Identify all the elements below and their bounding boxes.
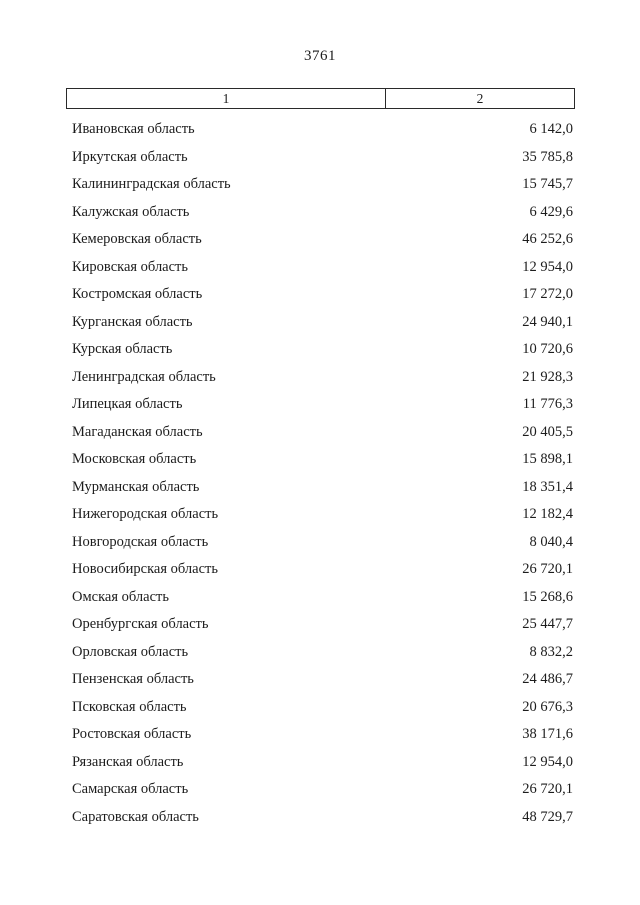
table-row xyxy=(66,171,575,199)
region-value: 10 720,6 xyxy=(522,341,573,358)
region-name: Новосибирская область xyxy=(72,561,218,578)
table-row xyxy=(66,639,575,667)
region-value: 15 268,6 xyxy=(522,588,573,605)
region-name: Омская область xyxy=(72,588,169,605)
table-row xyxy=(66,309,575,337)
region-name: Рязанская область xyxy=(72,753,184,770)
region-value: 12 954,0 xyxy=(522,753,573,770)
region-value: 6 429,6 xyxy=(529,203,573,220)
table-row xyxy=(66,804,575,832)
region-name: Псковская область xyxy=(72,698,187,715)
table-row xyxy=(66,144,575,172)
table-rows xyxy=(66,116,575,831)
table-row xyxy=(66,694,575,722)
region-name: Мурманская область xyxy=(72,478,200,495)
table-header-col1: 1 xyxy=(67,89,386,108)
table-row xyxy=(66,611,575,639)
region-name: Ленинградская область xyxy=(72,368,216,385)
region-name: Кировская область xyxy=(72,258,189,275)
region-name: Оренбургская область xyxy=(72,616,209,633)
region-name: Курганская область xyxy=(72,313,193,330)
page-number: 3761 xyxy=(304,48,336,64)
region-value: 15 898,1 xyxy=(522,451,573,468)
region-value: 8 040,4 xyxy=(529,533,573,550)
region-name: Орловская область xyxy=(72,643,189,660)
region-name: Курская область xyxy=(72,341,173,358)
region-value: 15 745,7 xyxy=(522,176,573,193)
region-name: Новгородская область xyxy=(72,533,209,550)
region-value: 35 785,8 xyxy=(522,148,573,165)
table-row xyxy=(66,529,575,557)
table-row xyxy=(66,419,575,447)
region-name: Магаданская область xyxy=(72,423,203,440)
region-name: Ростовская область xyxy=(72,726,192,743)
region-name: Костромская область xyxy=(72,286,203,303)
table-row xyxy=(66,666,575,694)
region-name: Пензенская область xyxy=(72,671,194,688)
region-value: 26 720,1 xyxy=(522,561,573,578)
region-value: 6 142,0 xyxy=(529,121,573,138)
table-row xyxy=(66,281,575,309)
region-value: 24 940,1 xyxy=(522,313,573,330)
table-row xyxy=(66,501,575,529)
table-row xyxy=(66,336,575,364)
region-name: Липецкая область xyxy=(72,396,183,413)
table-row xyxy=(66,776,575,804)
region-value: 21 928,3 xyxy=(522,368,573,385)
region-name: Саратовская область xyxy=(72,808,199,825)
table-row xyxy=(66,116,575,144)
table-row xyxy=(66,364,575,392)
region-value: 46 252,6 xyxy=(522,231,573,248)
table-row xyxy=(66,254,575,282)
table-row xyxy=(66,446,575,474)
region-name: Нижегородская область xyxy=(72,506,219,523)
region-name: Калужская область xyxy=(72,203,190,220)
region-name: Кемеровская область xyxy=(72,231,202,248)
region-name: Иркутская область xyxy=(72,148,188,165)
region-value: 8 832,2 xyxy=(529,643,573,660)
region-value: 12 182,4 xyxy=(522,506,573,523)
table-row xyxy=(66,226,575,254)
region-name: Московская область xyxy=(72,451,197,468)
region-value: 38 171,6 xyxy=(522,726,573,743)
region-name: Калининградская область xyxy=(72,176,231,193)
region-value: 12 954,0 xyxy=(522,258,573,275)
region-value: 17 272,0 xyxy=(522,286,573,303)
table-row xyxy=(66,721,575,749)
region-name: Ивановская область xyxy=(72,121,195,138)
region-value: 20 405,5 xyxy=(522,423,573,440)
table-row xyxy=(66,584,575,612)
region-value: 20 676,3 xyxy=(522,698,573,715)
regions-table xyxy=(66,88,575,831)
region-value: 25 447,7 xyxy=(522,616,573,633)
table-row xyxy=(66,556,575,584)
table-header-col2: 2 xyxy=(476,90,484,106)
table-row xyxy=(66,749,575,777)
table-row xyxy=(66,474,575,502)
region-value: 18 351,4 xyxy=(522,478,573,495)
table-header-row xyxy=(66,88,575,109)
table-row xyxy=(66,199,575,227)
region-name: Самарская область xyxy=(72,781,189,798)
region-value: 48 729,7 xyxy=(522,808,573,825)
region-value: 24 486,7 xyxy=(522,671,573,688)
table-row xyxy=(66,391,575,419)
region-value: 26 720,1 xyxy=(522,781,573,798)
region-value: 11 776,3 xyxy=(522,396,573,413)
